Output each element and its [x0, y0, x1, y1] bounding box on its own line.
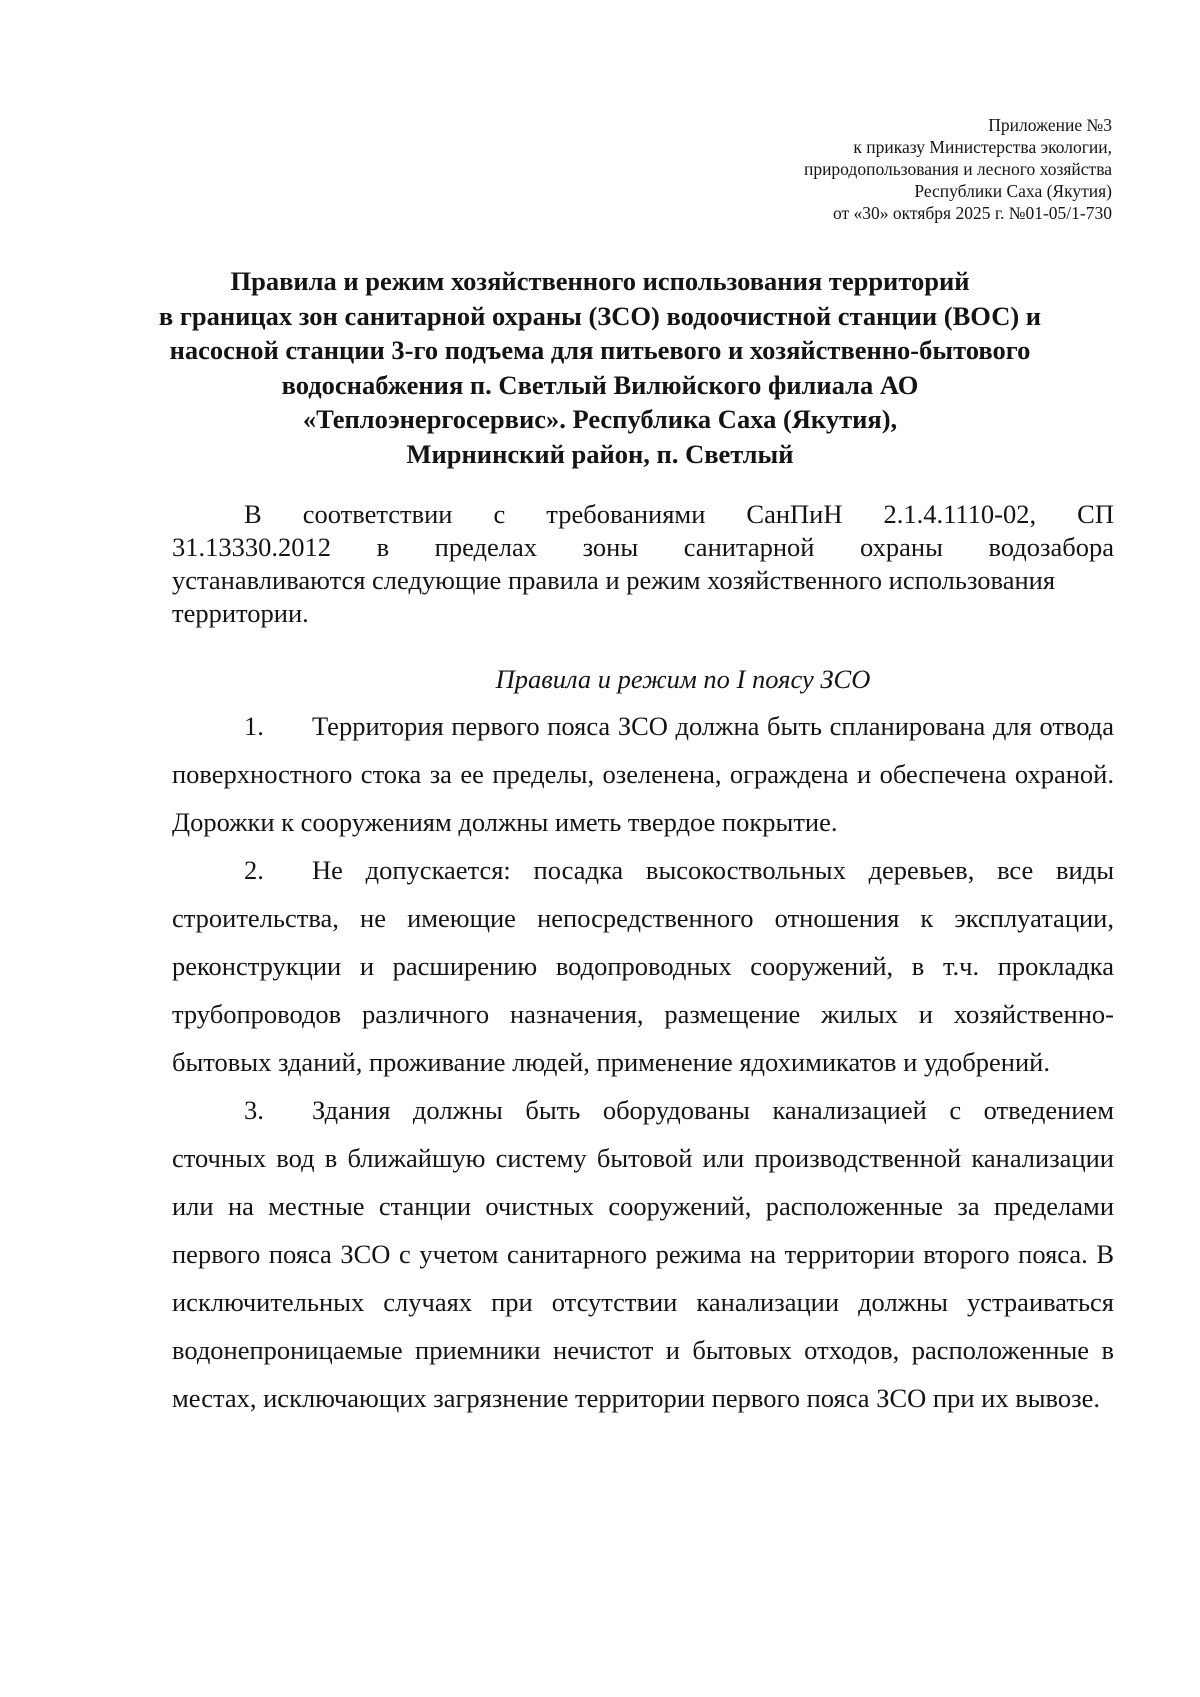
item-number: 3. [244, 1095, 264, 1125]
intro-word: 2.1.4.1110-02, [883, 499, 1037, 529]
item-number: 2. [244, 855, 264, 885]
annex-line: природопользования и лесного хозяйства [803, 159, 1112, 179]
title-line: насосной станции 3-го подъема для питьевого и хозяйственно-бытового [169, 335, 1031, 365]
annex-line: Республики Саха (Якутия) [914, 181, 1112, 201]
title-line: водоснабжения п. Светлый Вилюйского филиала АО [281, 369, 919, 400]
intro-row-1 [172, 498, 1114, 531]
title-line: «Теплоэнергосервис». Республика Саха (Якутия), [302, 404, 898, 434]
intro-word: с [493, 499, 506, 529]
intro-word: требованиями [546, 499, 706, 529]
intro-word: соответствии [302, 499, 453, 529]
section-subtitle: Правила и режим по I поясу ЗСО [495, 664, 871, 694]
title-line: Мирнинский район, п. Светлый [406, 438, 794, 469]
annex-line: к приказу Министерства экологии, [853, 137, 1112, 157]
intro-word: В [244, 499, 262, 529]
intro-paragraph [172, 498, 1114, 630]
intro-word: пределах [434, 532, 537, 562]
document-title [100, 264, 1100, 471]
rules-list [172, 702, 1114, 1422]
item-text: Здания должны быть оборудованы канализацией с отведением сточных вод в ближайшую систему бытовой или производственной канализации или на местные станции очистных сооружений, расположенные за пределами первого пояса ЗСО с учетом санитарного режима на территории второго пояса. В исключительных случаях при отсутствии канализации должны устраиваться водонепроницаемые приемники нечистот и бытовых отходов, расположенные в местах, исключающих загрязнение территории первого пояса ЗСО при их вывозе. [172, 1095, 1114, 1413]
intro-word: водозабора [988, 532, 1114, 562]
intro-row-4: территории. [172, 598, 309, 628]
annex-line: Приложение №3 [988, 115, 1112, 135]
intro-word: СанПиН [746, 499, 843, 529]
list-item [172, 702, 1114, 846]
item-text: Не допускается: посадка высокоствольных деревьев, все виды строительства, не имеющие непосредственного отношения к эксплуатации, реконструкции и расширению водопроводных сооружений, в т.ч. прокладка трубопроводов различного назначения, размещение жилых и хозяйственно-бытовых зданий, проживание людей, применение ядохимикатов и удобрений. [172, 855, 1114, 1077]
intro-row-2 [172, 531, 1114, 564]
intro-word: охраны [860, 532, 943, 562]
annex-header [552, 114, 1112, 224]
list-item [172, 1086, 1114, 1422]
title-line: Правила и режим хозяйственного использования территорий [230, 266, 970, 296]
intro-word: в [376, 532, 390, 562]
item-number: 1. [244, 711, 264, 741]
intro-word: санитарной [683, 532, 815, 562]
annex-line: от «30» октября 2025 г. №01-05/1-730 [832, 203, 1112, 223]
intro-word: СП [1077, 499, 1114, 529]
intro-word: зоны [582, 532, 639, 562]
title-line: в границах зон санитарной охраны (ЗСО) водоочистной станции (ВОС) и [158, 300, 1042, 331]
item-text: Территория первого пояса ЗСО должна быть спланирована для отвода поверхностного стока за ее пределы, озеленена, ограждена и обеспечена охраной. Дорожки к сооружениям должны иметь твердое покрытие. [172, 711, 1114, 837]
intro-word: 31.13330.2012 [172, 532, 331, 562]
intro-row-3: устанавливаются следующие правила и режим хозяйственного использования [172, 565, 1056, 595]
list-item [172, 846, 1114, 1086]
